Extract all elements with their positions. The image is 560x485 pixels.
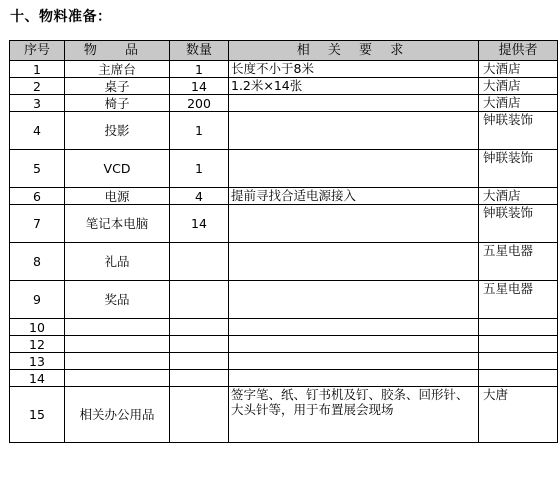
cell-item: 电源 (65, 188, 170, 205)
cell-provider: 钟联装饰 (479, 205, 558, 243)
cell-provider (479, 353, 558, 370)
cell-no: 14 (10, 370, 65, 387)
cell-requirements: 1.2米×14张 (229, 78, 479, 95)
table-row (10, 387, 558, 443)
table-row (10, 336, 558, 353)
cell-qty: 1 (170, 61, 229, 78)
cell-provider (479, 370, 558, 387)
cell-item: VCD (65, 150, 170, 188)
table-row (10, 370, 558, 387)
table-row (10, 150, 558, 188)
cell-item: 礼品 (65, 243, 170, 281)
cell-no: 6 (10, 188, 65, 205)
cell-requirements (229, 150, 479, 188)
cell-requirements: 签字笔、纸、钉书机及钉、胶条、回形针、大头针等，用于布置展会现场 (229, 387, 479, 443)
cell-item: 笔记本电脑 (65, 205, 170, 243)
cell-qty: 1 (170, 112, 229, 150)
cell-provider (479, 319, 558, 336)
cell-provider: 大酒店 (479, 61, 558, 78)
cell-provider: 五星电器 (479, 281, 558, 319)
cell-requirements (229, 243, 479, 281)
cell-no: 9 (10, 281, 65, 319)
cell-no: 8 (10, 243, 65, 281)
cell-item: 主席台 (65, 61, 170, 78)
cell-no: 2 (10, 78, 65, 95)
cell-item: 投影 (65, 112, 170, 150)
header-item: 物 品 (65, 41, 170, 61)
cell-qty: 4 (170, 188, 229, 205)
cell-provider: 五星电器 (479, 243, 558, 281)
cell-qty: 200 (170, 95, 229, 112)
cell-no: 5 (10, 150, 65, 188)
section-heading: 十、物料准备： (10, 9, 112, 25)
cell-requirements (229, 336, 479, 353)
cell-provider (479, 336, 558, 353)
cell-qty (170, 387, 229, 443)
table-row (10, 78, 558, 95)
cell-qty (170, 243, 229, 281)
cell-requirements (229, 370, 479, 387)
cell-qty (170, 319, 229, 336)
cell-requirements: 提前寻找合适电源接入 (229, 188, 479, 205)
cell-item (65, 353, 170, 370)
cell-requirements (229, 281, 479, 319)
cell-requirements (229, 205, 479, 243)
cell-provider: 大酒店 (479, 188, 558, 205)
header-no: 序号 (10, 41, 65, 61)
cell-item: 桌子 (65, 78, 170, 95)
cell-no: 1 (10, 61, 65, 78)
cell-requirements (229, 112, 479, 150)
table-row (10, 319, 558, 336)
cell-no: 13 (10, 353, 65, 370)
cell-no: 12 (10, 336, 65, 353)
materials-table (9, 40, 558, 443)
cell-item: 椅子 (65, 95, 170, 112)
cell-provider: 大酒店 (479, 95, 558, 112)
cell-requirements (229, 353, 479, 370)
cell-requirements (229, 319, 479, 336)
cell-qty (170, 353, 229, 370)
table-row (10, 61, 558, 78)
table-header-row (10, 41, 558, 61)
cell-provider: 大酒店 (479, 78, 558, 95)
table-row (10, 205, 558, 243)
table-row (10, 95, 558, 112)
table-row (10, 353, 558, 370)
cell-item: 相关办公用品 (65, 387, 170, 443)
cell-requirements: 长度不小于8米 (229, 61, 479, 78)
cell-no: 4 (10, 112, 65, 150)
cell-item (65, 370, 170, 387)
cell-provider: 钟联装饰 (479, 150, 558, 188)
cell-qty: 14 (170, 78, 229, 95)
cell-provider: 钟联装饰 (479, 112, 558, 150)
table-row (10, 243, 558, 281)
header-qty: 数量 (170, 41, 229, 61)
cell-no: 10 (10, 319, 65, 336)
cell-qty: 14 (170, 205, 229, 243)
cell-item (65, 319, 170, 336)
header-provider: 提供者 (479, 41, 558, 61)
cell-no: 3 (10, 95, 65, 112)
cell-no: 15 (10, 387, 65, 443)
cell-qty: 1 (170, 150, 229, 188)
cell-qty (170, 336, 229, 353)
cell-qty (170, 281, 229, 319)
table-row (10, 112, 558, 150)
cell-item: 奖品 (65, 281, 170, 319)
table-row (10, 281, 558, 319)
cell-requirements (229, 95, 479, 112)
cell-no: 7 (10, 205, 65, 243)
header-requirements: 相 关 要 求 (229, 41, 479, 61)
cell-item (65, 336, 170, 353)
cell-provider: 大唐 (479, 387, 558, 443)
table-row (10, 188, 558, 205)
cell-qty (170, 370, 229, 387)
